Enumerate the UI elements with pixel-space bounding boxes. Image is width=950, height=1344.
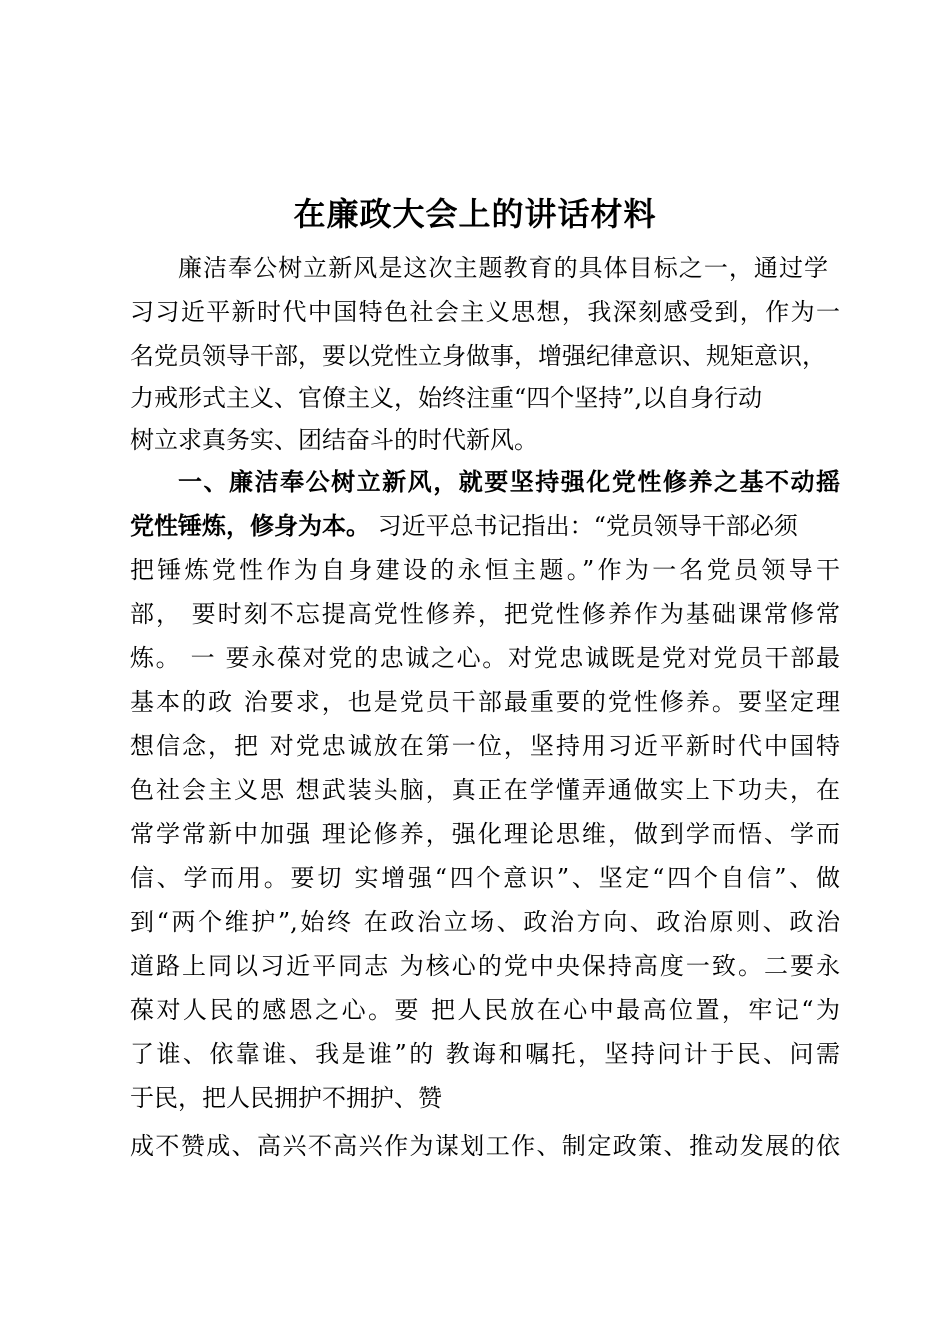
body-line: 信、学而用。要切 实增强“四个意识”、坚定“四个自信”、做 (130, 864, 840, 892)
body-line: 常学常新中加强 理论修养，强化理论思维，做到学而悟、学而 (130, 820, 840, 848)
body-line: 把锤炼党性作为自身建设的永恒主题。”作为一名党员领导干 (130, 556, 840, 584)
body-line-continuation: 成不赞成、高兴不高兴作为谋划工作、制定政策、推动发展的依 (130, 1132, 840, 1160)
section-lead-line (130, 510, 840, 542)
page-title: 在廉政大会上的讲话材料 (293, 195, 657, 233)
intro-line: 名党员领导干部，要以党性立身做事，增强纪律意识、规矩意识， (130, 342, 826, 370)
body-line: 到“两个维护”,始终 在政治立场、政治方向、政治原则、政治 (130, 908, 840, 936)
body-line: 色社会主义思 想武装头脑，真正在学懂弄通做实上下功夫，在 (130, 776, 840, 804)
intro-line: 廉洁奉公树立新风是这次主题教育的具体目标之一，通过学 (178, 254, 828, 282)
section-heading: 一、廉洁奉公树立新风，就要坚持强化党性修养之基不动摇 (178, 468, 840, 496)
body-line: 道路上同以习近平同志 为核心的党中央保持高度一致。二要永 (130, 952, 840, 980)
body-line: 于民，把人民拥护不拥护、赞 (130, 1084, 442, 1112)
body-line: 想信念，把 对党忠诚放在第一位，坚持用习近平新时代中国特 (130, 732, 840, 760)
body-line: 部， 要时刻不忘提高党性修养，把党性修养作为基础课常修常 (130, 600, 840, 628)
body-line: 葆对人民的感恩之心。要 把人民放在心中最高位置，牢记“为 (130, 996, 840, 1024)
body-line: 基本的政 治要求，也是党员干部最重要的党性修养。要坚定理 (130, 688, 840, 716)
body-line: 了谁、依靠谁、我是谁”的 教诲和嘱托，坚持问计于民、问需 (130, 1040, 840, 1068)
section-lead-text: 习近平总书记指出：“党员领导干部必须 (370, 512, 798, 540)
intro-line: 力戒形式主义、官僚主义，始终注重“四个坚持”,以自身行动 (130, 384, 763, 412)
intro-line: 树立求真务实、团结奋斗的时代新风。 (130, 426, 538, 454)
intro-line: 习习近平新时代中国特色社会主义思想，我深刻感受到，作为一 (130, 298, 840, 326)
section-subheading: 党性锤炼，修身为本。 (130, 512, 370, 540)
body-line: 炼。 一 要永葆对党的忠诚之心。对党忠诚既是党对党员干部最 (130, 644, 840, 672)
